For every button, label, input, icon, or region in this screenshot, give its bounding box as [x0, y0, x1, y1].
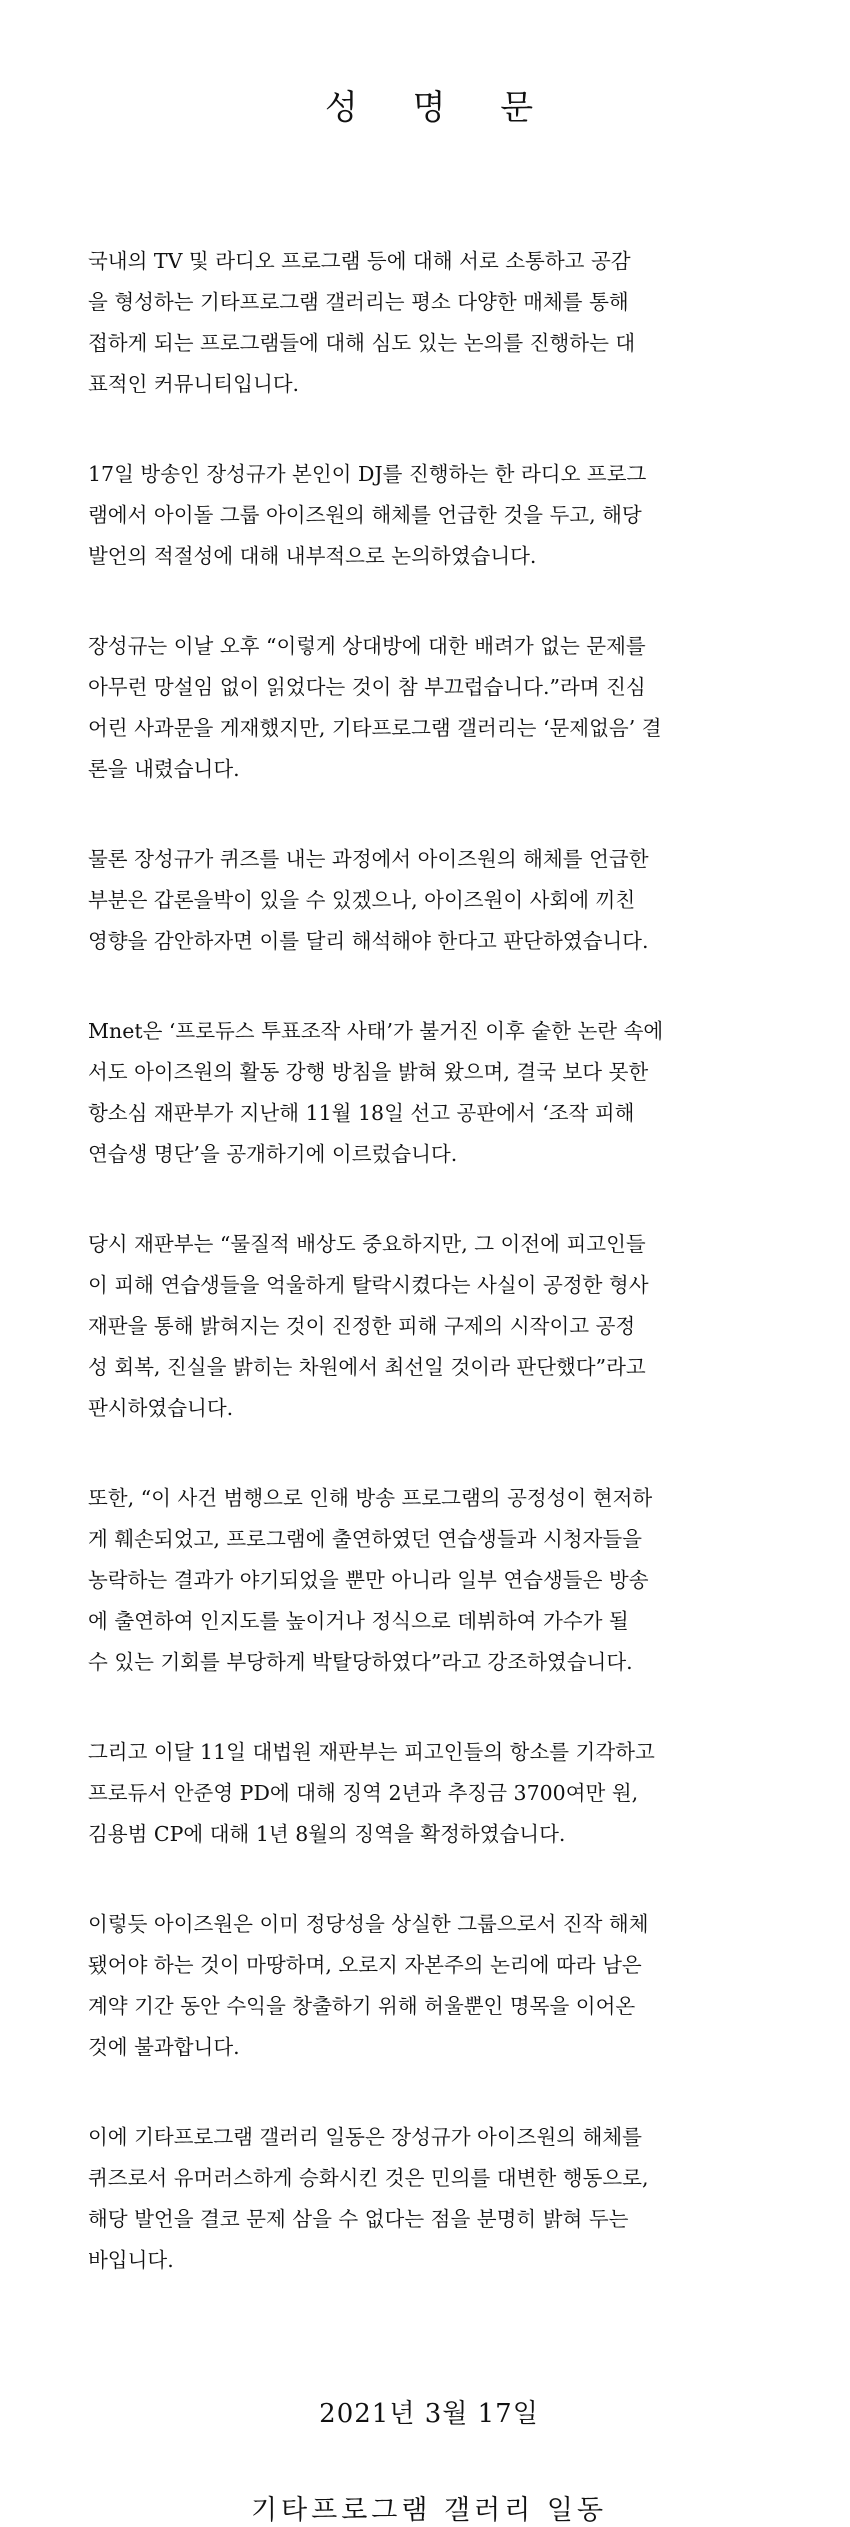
statement-date: 2021년 3월 17일: [319, 2399, 539, 2429]
paragraph: 또한, “이 사건 범행으로 인해 방송 프로그램의 공정성이 현저하 게 훼손되었고, 프로그램에 출연하였던 연습생들과 시청자들을 농락하는 결과가 야기되었을 뿐만 아니라 일부 연습생들은 방송 에 출연하여 인지도를 높이거나 정식으로 데뷔하여 가수가 될 수 있는 기회를 부당하게 박탈당하였다”라고 강조하였습니다.: [88, 1486, 653, 1674]
paragraph: Mnet은 ‘프로듀스 투표조작 사태’가 불거진 이후 숱한 논란 속에 서도 아이즈원의 활동 강행 방침을 밝혀 왔으며, 결국 보다 못한 항소심 재판부가 지난해 11월 18일 선고 공판에서 ‘조작 피해 연습생 명단’을 공개하기에 이르렀습니다.: [88, 1019, 664, 1166]
paragraph: 국내의 TV 및 라디오 프로그램 등에 대해 서로 소통하고 공감 을 형성하는 기타프로그램 갤러리는 평소 다양한 매체를 통해 접하게 되는 프로그램들에 대해 심도 있는 논의를 진행하는 대 표적인 커뮤니티입니다.: [88, 249, 636, 396]
paragraph: 그리고 이달 11일 대법원 재판부는 피고인들의 항소를 기각하고 프로듀서 안준영 PD에 대해 징역 2년과 추징금 3700여만 원, 김용범 CP에 대해 1년 8월의 징역을 확정하였습니다.: [88, 1740, 655, 1846]
paragraph: 당시 재판부는 “물질적 배상도 중요하지만, 그 이전에 피고인들 이 피해 연습생들을 억울하게 탈락시켰다는 사실이 공정한 형사 재판을 통해 밝혀지는 것이 진정한 피해 구제의 시작이고 공정 성 회복, 진실을 밝히는 차원에서 최선일 것이라 판단했다”라고 판시하였습니다.: [88, 1232, 649, 1420]
paragraph: 물론 장성규가 퀴즈를 내는 과정에서 아이즈원의 해체를 언급한 부분은 갑론을박이 있을 수 있겠으나, 아이즈원이 사회에 끼친 영향을 감안하자면 이를 달리 해석해야 한다고 판단하였습니다.: [88, 847, 649, 953]
paragraph: 17일 방송인 장성규가 본인이 DJ를 진행하는 한 라디오 프로그 램에서 아이돌 그룹 아이즈원의 해체를 언급한 것을 두고, 해당 발언의 적절성에 대해 내부적으로 논의하였습니다.: [88, 462, 647, 568]
paragraph: 이에 기타프로그램 갤러리 일동은 장성규가 아이즈원의 해체를 퀴즈로서 유머러스하게 승화시킨 것은 민의를 대변한 행동으로, 해당 발언을 결코 문제 삼을 수 없다는 점을 분명히 밝혀 두는 바입니다.: [88, 2125, 649, 2272]
paragraph: 장성규는 이날 오후 “이렇게 상대방에 대한 배려가 없는 문제를 아무런 망설임 없이 읽었다는 것이 참 부끄럽습니다.”라며 진심 어린 사과문을 게재했지만, 기타프로그램 갤러리는 ‘문제없음’ 결 론을 내렸습니다.: [88, 634, 662, 781]
statement-signer: 기타프로그램 갤러리 일동: [250, 2495, 608, 2526]
statement-body: [88, 241, 770, 2281]
document-title: 성 명 문: [324, 88, 556, 128]
paragraph: 이렇듯 아이즈원은 이미 정당성을 상실한 그룹으로서 진작 해체 됐어야 하는 것이 마땅하며, 오로지 자본주의 논리에 따라 남은 계약 기간 동안 수익을 창출하기 위해 허울뿐인 명목을 이어온 것에 불과합니다.: [88, 1912, 649, 2059]
